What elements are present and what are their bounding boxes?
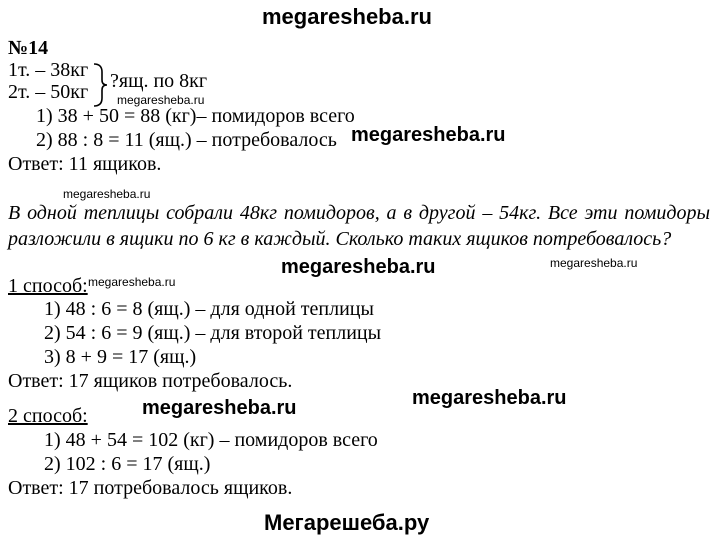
method-2-answer: Ответ: 17 потребовалось ящиков.: [8, 477, 293, 499]
method-1-answer: Ответ: 17 ящиков потребовалось.: [8, 370, 293, 392]
watermark-small: megaresheba.ru: [550, 256, 638, 270]
watermark-small: megaresheba.ru: [117, 93, 205, 107]
method-2-step-2: 2) 102 : 6 = 17 (ящ.): [44, 453, 211, 475]
curly-brace-icon: [90, 62, 110, 108]
method-2-title: 2 способ:: [8, 405, 88, 427]
method-1-title: 1 способ:: [8, 275, 88, 297]
watermark-medium: megaresheba.ru: [281, 256, 436, 278]
task-number: №14: [8, 37, 49, 59]
site-header-watermark: megaresheba.ru: [262, 4, 432, 29]
method-1-step-1: 1) 48 : 6 = 8 (ящ.) – для одной теплицы: [44, 298, 374, 320]
given-line-2: 2т. – 50кг: [8, 81, 89, 103]
site-footer-watermark: Мегарешеба.ру: [264, 510, 430, 535]
given-line-1: 1т. – 38кг: [8, 59, 89, 81]
question-text: ?ящ. по 8кг: [110, 70, 208, 92]
watermark-small: megaresheba.ru: [63, 187, 151, 201]
method-1-step-2: 2) 54 : 6 = 9 (ящ.) – для второй теплицы: [44, 322, 382, 344]
watermark-medium: megaresheba.ru: [412, 387, 567, 409]
problem-statement: В одной теплицы собрали 48кг помидоров, а в другой – 54кг. Все эти помидоры разложили в ящики по 6 кг в каждый. Сколько таких ящиков потребовалось?: [8, 202, 710, 250]
watermark-medium: megaresheba.ru: [142, 397, 297, 419]
watermark-medium: megaresheba.ru: [351, 124, 506, 146]
solution-step-1: 1) 38 + 50 = 88 (кг)– помидоров всего: [36, 105, 355, 127]
solution-step-2: 2) 88 : 8 = 11 (ящ.) – потребовалось: [36, 129, 337, 151]
answer-text: Ответ: 11 ящиков.: [8, 153, 162, 175]
watermark-small: megaresheba.ru: [88, 275, 176, 289]
method-1-step-3: 3) 8 + 9 = 17 (ящ.): [44, 346, 197, 368]
method-2-step-1: 1) 48 + 54 = 102 (кг) – помидоров всего: [44, 429, 378, 451]
